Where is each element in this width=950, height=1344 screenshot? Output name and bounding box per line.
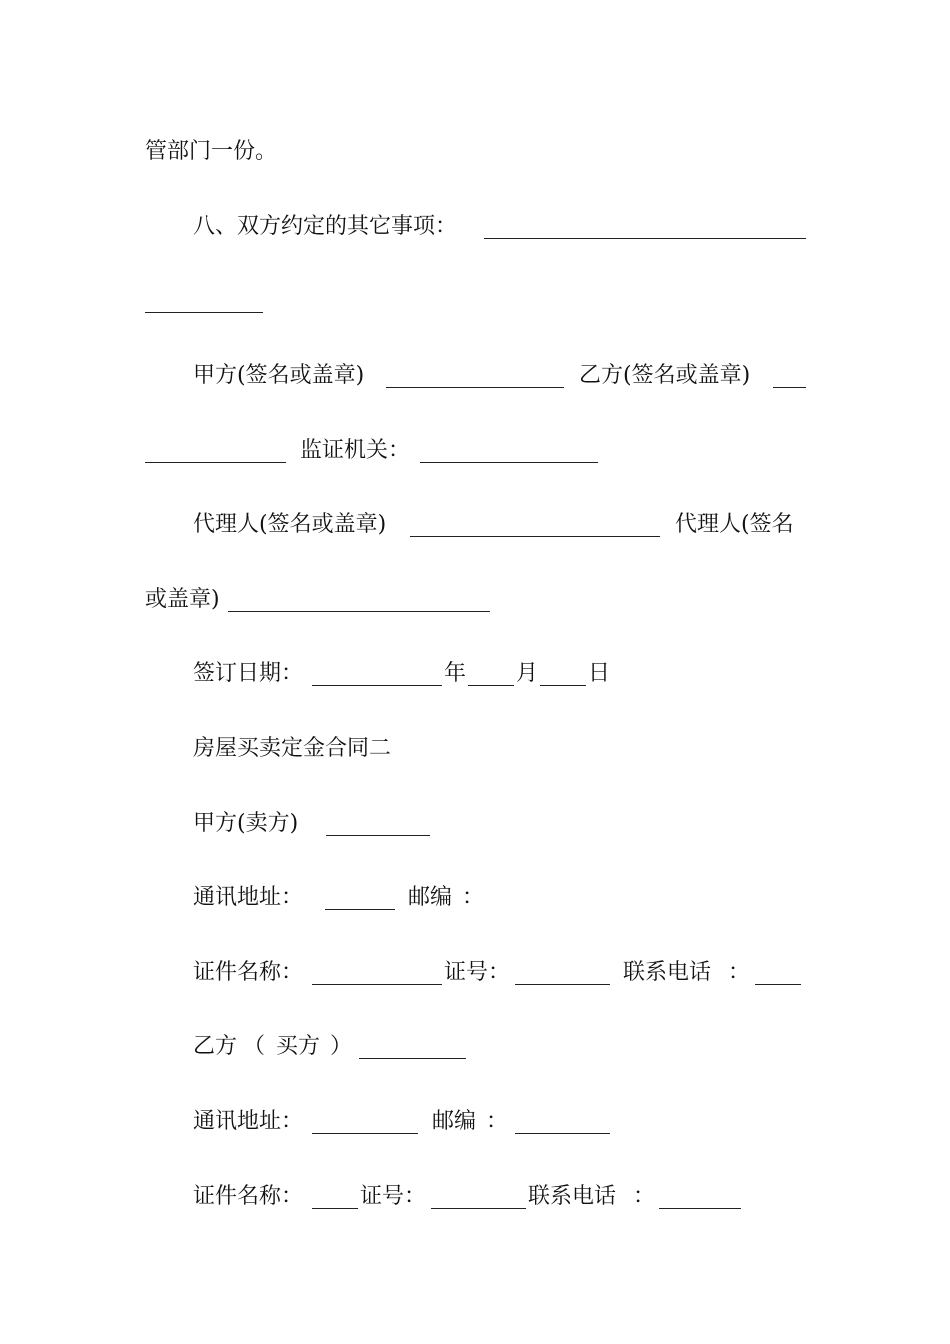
buyer-postcode-label: 邮编 [432,1109,477,1134]
text-line [0,356,950,396]
text-line [0,878,950,918]
seller-phone-blank[interactable] [755,984,801,985]
seller-address-label: 通讯地址： [193,885,304,910]
buyer-phone-label: 联系电话 [528,1184,617,1209]
contract-title: 房屋买卖定金合同二 [193,736,392,761]
day-blank[interactable] [540,685,586,686]
month-label: 月 [516,661,539,686]
agent-b-label: 代理人(签名 [675,512,794,537]
text-line [0,281,950,321]
agent-b-label-cont: 或盖章) [145,587,220,612]
seller-postcode-colon: ： [462,885,485,910]
month-blank[interactable] [468,685,514,686]
buyer-postcode-colon: ： [486,1109,509,1134]
clause-eight-label: 八、双方约定的其它事项： [193,214,458,239]
text-line [0,1177,950,1217]
party-a-sign-label: 甲方(签名或盖章) [193,363,365,388]
buyer-address-blank[interactable] [312,1133,418,1134]
party-a-sign-blank[interactable] [386,387,564,388]
day-label: 日 [588,661,611,686]
other-matters-blank-cont[interactable] [145,312,263,313]
supervisor-label: 监证机关： [300,438,411,463]
buyer-blank[interactable] [359,1058,466,1059]
text-line [0,1027,950,1067]
text-line [0,132,950,172]
buyer-phone-blank[interactable] [659,1208,741,1209]
seller-id-no-label: 证号： [444,960,511,985]
text-line [0,431,950,471]
agent-a-label: 代理人(签名或盖章) [193,512,387,537]
seller-id-name-blank[interactable] [312,984,442,985]
buyer-word: 买方 [276,1034,321,1059]
buyer-open-paren: （ [243,1034,266,1059]
seller-address-blank[interactable] [325,909,395,910]
paragraph-end: 管部门一份。 [145,139,278,164]
supervisor-blank[interactable] [420,462,598,463]
seller-blank[interactable] [326,835,430,836]
party-b-sign-blank-cont[interactable] [145,462,286,463]
seller-label: 甲方(卖方) [193,811,299,836]
text-line [0,729,950,769]
text-line [0,1102,950,1142]
text-line [0,953,950,993]
seller-id-name-label: 证件名称： [193,960,304,985]
text-line [0,580,950,620]
sign-date-label: 签订日期： [193,661,304,686]
buyer-postcode-blank[interactable] [515,1133,610,1134]
text-line [0,505,950,545]
year-blank[interactable] [312,685,442,686]
buyer-id-no-label: 证号： [360,1184,427,1209]
party-b-sign-blank[interactable] [773,387,806,388]
year-label: 年 [444,661,467,686]
buyer-label: 乙方 [193,1034,238,1059]
buyer-close-paren: ） [330,1034,353,1059]
buyer-address-label: 通讯地址： [193,1109,304,1134]
buyer-id-name-blank[interactable] [312,1208,358,1209]
seller-phone-label: 联系电话 [623,960,712,985]
buyer-phone-colon: ： [633,1184,656,1209]
seller-id-no-blank[interactable] [515,984,610,985]
seller-phone-colon: ： [728,960,751,985]
text-line [0,207,950,247]
agent-b-blank[interactable] [228,611,490,612]
other-matters-blank[interactable] [484,238,806,239]
agent-a-blank[interactable] [410,536,660,537]
buyer-id-no-blank[interactable] [431,1208,526,1209]
party-b-sign-label: 乙方(签名或盖章) [579,363,751,388]
text-line [0,654,950,694]
text-line [0,804,950,844]
buyer-id-name-label: 证件名称： [193,1184,304,1209]
seller-postcode-label: 邮编 [408,885,453,910]
